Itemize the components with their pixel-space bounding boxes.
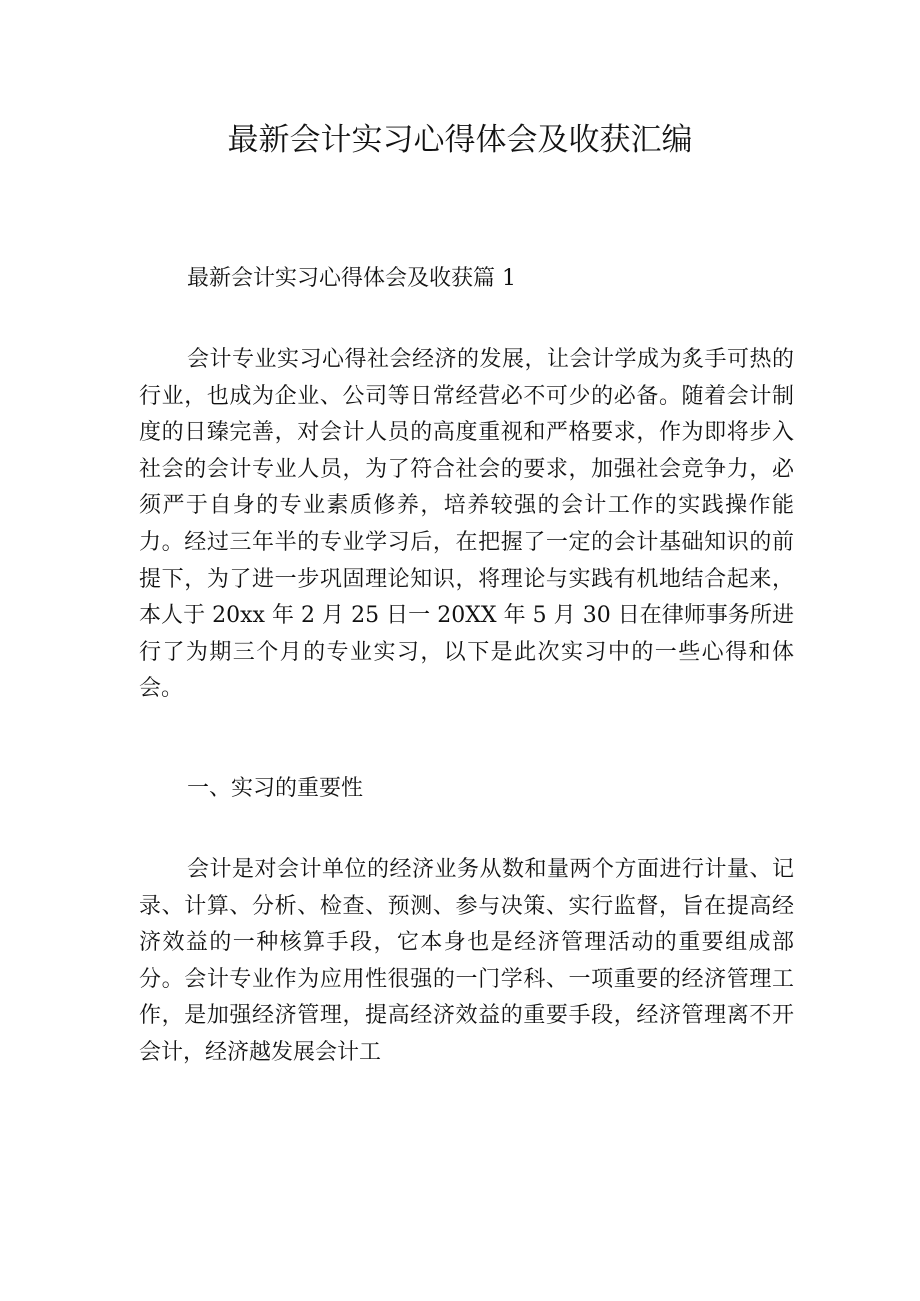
body-paragraph-2: 会计是对会计单位的经济业务从数和量两个方面进行计量、记录、计算、分析、检查、预测、参与决策、实行监督，旨在提高经济效益的一种核算手段，它本身也是经济管理活动的重要组成部分。会计专业作为应用性很强的一门学科、一项重要的经济管理工作，是加强经济管理，提高经济效益的重要手段，经济管理离不开会计，经济越发展会计工 [139,857,794,1065]
section-heading-importance: 一、实习的重要性 [187,776,364,801]
article-subheading: 最新会计实习心得体会及收获篇 1 [187,266,516,291]
document-title: 最新会计实习心得体会及收获汇编 [227,122,693,158]
body-paragraph-1: 会计专业实习心得社会经济的发展，让会计学成为炙手可热的行业，也成为企业、公司等日常经营必不可少的必备。随着会计制度的日臻完善，对会计人员的高度重视和严格要求，作为即将步入社会的会计专业人员，为了符合社会的要求，加强社会竞争力，必须严于自身的专业素质修养，培养较强的会计工作的实践操作能力。经过三年半的专业学习后，在把握了一定的会计基础知识的前提下，为了进一步巩固理论知识，将理论与实践有机地结合起来，本人于 20xx 年 2 月 25 日一 20XX 年 5 月 30 日在律师事务所进行了为期三个月的专业实习，以下是此次实习中的一些心得和体会。 [139,347,794,702]
